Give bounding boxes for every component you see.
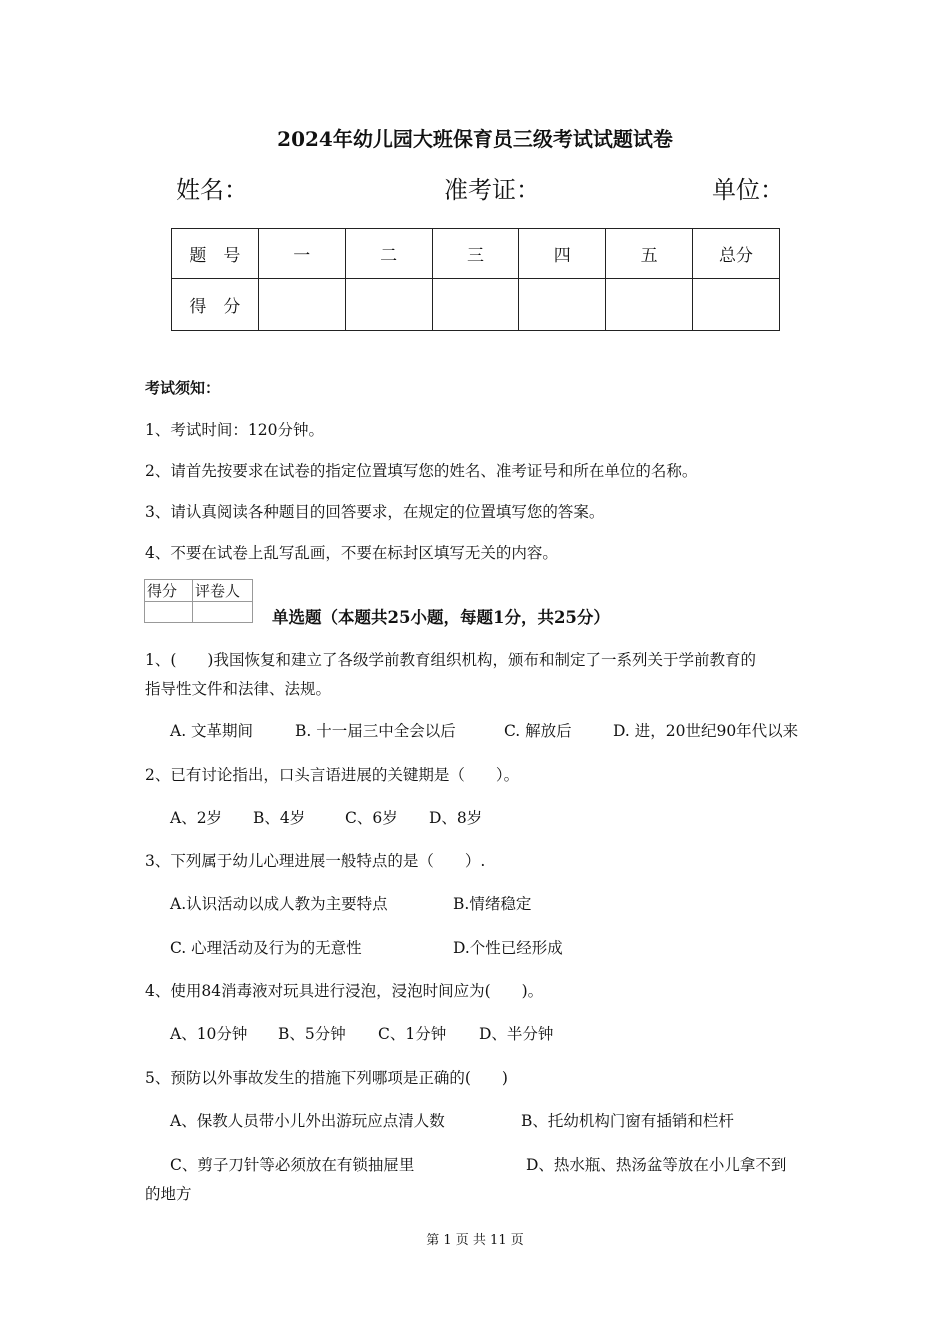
name-field-label: 姓名： <box>176 176 248 204</box>
score-cell[interactable] <box>693 279 780 331</box>
notice-item: 2、请首先按要求在试卷的指定位置填写您的姓名、准考证号和所在单位的名称。 <box>145 462 698 480</box>
option-d-continued: 的地方 <box>145 1185 192 1203</box>
question-stem: 4、使用84消毒液对玩具进行浸泡，浸泡时间应为( )。 <box>145 982 544 1000</box>
score-cell[interactable] <box>606 279 693 331</box>
option-b: B、4岁 <box>253 809 306 827</box>
notice-item: 3、请认真阅读各种题目的回答要求，在规定的位置填写您的答案。 <box>145 503 605 521</box>
option-c: C. 解放后 <box>504 722 572 740</box>
score-cell[interactable] <box>345 279 432 331</box>
grader-score-label: 得分 <box>145 580 193 602</box>
option-d: D、热水瓶、热汤盆等放在小儿拿不到 <box>526 1156 787 1174</box>
grader-score-cell[interactable] <box>145 602 193 623</box>
option-c: C、剪子刀针等必须放在有锁抽屉里 <box>170 1156 415 1174</box>
score-table-header-cell: 五 <box>606 229 693 279</box>
option-a: A. 文革期间 <box>170 722 254 740</box>
question-stem: 指导性文件和法律、法规。 <box>145 680 332 698</box>
option-b: B、托幼机构门窗有插销和栏杆 <box>521 1112 734 1130</box>
exam-id-field-label: 准考证： <box>444 176 540 204</box>
option-d: D、8岁 <box>429 809 483 827</box>
option-a: A、10分钟 <box>170 1025 248 1043</box>
score-cell[interactable] <box>519 279 606 331</box>
grader-box <box>144 579 253 623</box>
unit-field-label: 单位： <box>712 176 784 204</box>
score-table-score-row <box>172 279 780 331</box>
grader-name-cell[interactable] <box>193 602 253 623</box>
option-d: D.个性已经形成 <box>453 939 563 957</box>
page-footer: 第 1 页 共 11 页 <box>426 1233 524 1248</box>
score-table-header-row <box>172 229 780 279</box>
score-cell[interactable] <box>432 279 519 331</box>
question-stem: 3、下列属于幼儿心理进展一般特点的是（ ）. <box>145 852 486 870</box>
score-table <box>171 228 780 331</box>
score-cell[interactable] <box>258 279 345 331</box>
score-table-header-cell: 题 号 <box>172 229 259 279</box>
option-a: A、保教人员带小儿外出游玩应点清人数 <box>170 1112 445 1130</box>
option-a: A.认识活动以成人教为主要特点 <box>170 895 388 913</box>
option-b: B.情绪稳定 <box>453 895 532 913</box>
option-c: C、6岁 <box>345 809 398 827</box>
section-title: 单选题（本题共25小题，每题1分，共25分） <box>272 608 610 627</box>
document-title: 2024年幼儿园大班保育员三级考试试题试卷 <box>277 127 673 151</box>
option-c: C. 心理活动及行为的无意性 <box>170 939 362 957</box>
option-b: B. 十一届三中全会以后 <box>295 722 456 740</box>
option-d: D、半分钟 <box>479 1025 554 1043</box>
score-table-header-cell: 三 <box>432 229 519 279</box>
notice-item: 4、不要在试卷上乱写乱画，不要在标封区填写无关的内容。 <box>145 544 558 562</box>
score-table-header-cell: 二 <box>345 229 432 279</box>
question-stem: 2、已有讨论指出，口头言语进展的关键期是（ ）。 <box>145 766 520 784</box>
option-a: A、2岁 <box>170 809 223 827</box>
option-b: B、5分钟 <box>278 1025 346 1043</box>
score-table-header-cell: 总分 <box>693 229 780 279</box>
notice-heading: 考试须知： <box>145 379 221 397</box>
question-stem: 1、( )我国恢复和建立了各级学前教育组织机构，颁布和制定了一系列关于学前教育的 <box>145 651 756 669</box>
score-table-header-cell: 一 <box>258 229 345 279</box>
notice-item: 1、考试时间：120分钟。 <box>145 421 324 439</box>
option-c: C、1分钟 <box>378 1025 447 1043</box>
grader-name-label: 评卷人 <box>193 580 253 602</box>
option-d: D. 进，20世纪90年代以来 <box>613 722 799 740</box>
score-row-label: 得 分 <box>172 279 259 331</box>
score-table-header-cell: 四 <box>519 229 606 279</box>
question-stem: 5、预防以外事故发生的措施下列哪项是正确的( ) <box>145 1069 508 1087</box>
